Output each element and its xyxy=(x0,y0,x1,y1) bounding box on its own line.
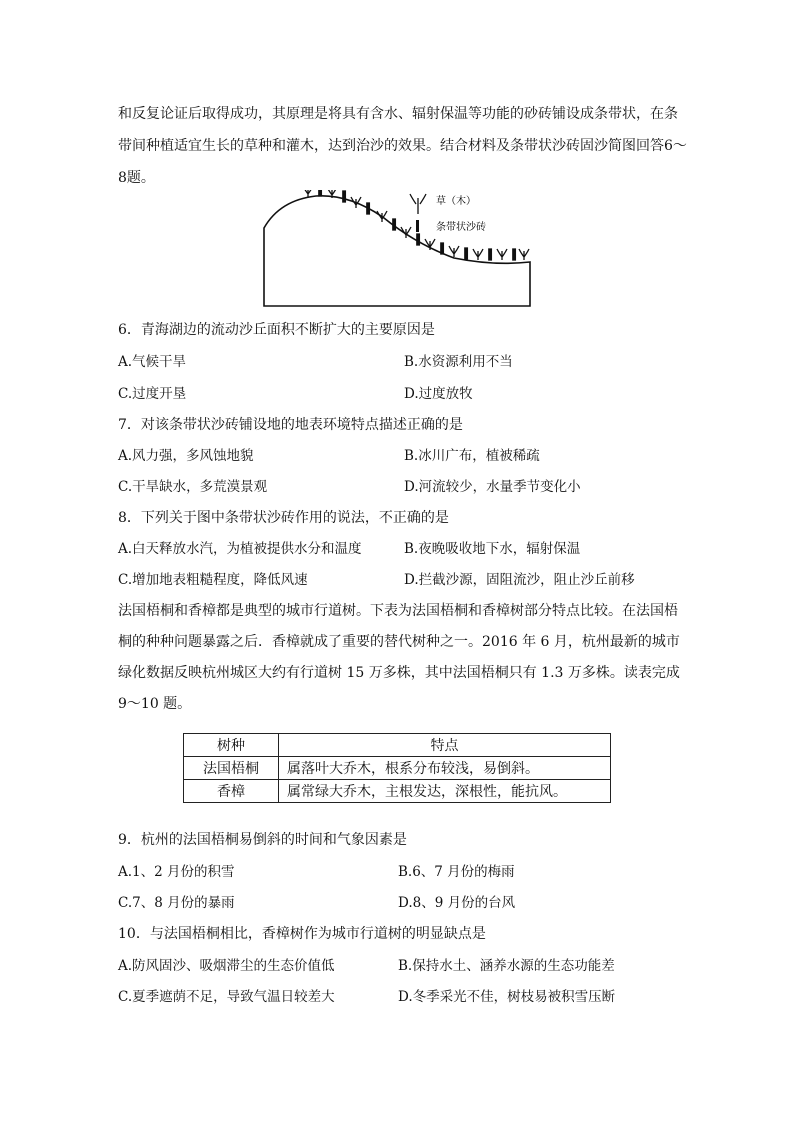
sand-brick-strip xyxy=(513,249,516,260)
grass-tuft xyxy=(519,249,529,260)
q7-option-c: C.干旱缺水，多荒漠景观 xyxy=(118,479,268,495)
grass-tuft xyxy=(377,211,387,222)
q7-stem: 7．对该条带状沙砖铺设地的地表环境特点描述正确的是 xyxy=(118,417,463,433)
grass-tuft xyxy=(497,249,507,260)
q9-option-b: B.6、7 月份的梅雨 xyxy=(398,864,515,880)
passage-line-3: 绿化数据反映杭州城区大约有行道树 15 万多株，其中法国梧桐只有 1.3 万多株。读表完成 xyxy=(118,665,680,681)
sand-brick-strip xyxy=(319,190,322,196)
q7-option-b: B.冰川广布，植被稀疏 xyxy=(404,448,540,464)
q10-option-a: A.防风固沙、吸烟滞尘的生态价值低 xyxy=(118,958,335,974)
passage-line-1: 法国梧桐和香樟都是典型的城市行道树。下表为法国梧桐和香樟树部分特点比较。在法国梧 xyxy=(118,603,678,619)
passage-line-4: 9～10 题。 xyxy=(118,696,192,712)
q7-option-a: A.风力强，多风蚀地貌 xyxy=(118,448,254,464)
species-cell: 香樟 xyxy=(184,780,279,803)
q6-option-d: D.过度放牧 xyxy=(404,386,473,402)
q6-option-a: A.气候干旱 xyxy=(118,354,187,370)
q9-stem: 9．杭州的法国梧桐易倒斜的时间和气象因素是 xyxy=(118,832,407,848)
header-features: 特点 xyxy=(279,734,611,757)
q9-option-c: C.7、8 月份的暴雨 xyxy=(118,895,235,911)
intro-line-1: 和反复论证后取得成功，其原理是将具有含水、辐射保温等功能的砂砖铺设成条带状，在条 xyxy=(118,106,678,122)
q8-option-c: C.增加地表粗糙程度，降低风速 xyxy=(118,572,308,588)
sand-brick-strip xyxy=(489,249,492,260)
grass-tuft xyxy=(449,246,459,257)
sand-brick-strip xyxy=(367,203,370,214)
sand-brick-strip xyxy=(465,248,468,259)
q10-option-d: D.冬季采光不佳，树枝易被积雪压断 xyxy=(398,989,616,1005)
grass-legend-icon xyxy=(410,194,426,214)
header-species: 树种 xyxy=(184,734,279,757)
grass-tuft xyxy=(425,239,435,250)
passage-line-2: 桐的种种问题暴露之后．香樟就成了重要的替代树种之一。2016 年 6 月，杭州最新的城市 xyxy=(118,634,680,650)
q6-option-b: B.水资源利用不当 xyxy=(404,354,513,370)
legend-grass-label: 草（木） xyxy=(436,196,476,207)
q10-stem: 10．与法国梧桐相比，香樟树作为城市行道树的明显缺点是 xyxy=(118,926,486,942)
sand-brick-strip xyxy=(441,243,444,254)
feature-cell: 属落叶大乔木，根系分布较浅，易倒斜。 xyxy=(279,757,611,780)
q7-option-d: D.河流较少，水量季节变化小 xyxy=(404,479,581,495)
intro-line-2: 带间种植适宜生长的草种和灌木，达到治沙的效果。结合材料及条带状沙砖固沙简图回答6～ xyxy=(118,138,687,154)
table-row xyxy=(184,780,611,803)
table-row xyxy=(184,757,611,780)
species-cell: 法国梧桐 xyxy=(184,757,279,780)
sand-brick-strip xyxy=(393,219,396,230)
q8-option-a: A.白天释放水汽，为植被提供水分和温度 xyxy=(118,541,362,557)
grass-tuft xyxy=(473,249,483,260)
q10-option-c: C.夏季遮荫不足，导致气温日较差大 xyxy=(118,989,335,1005)
sand-brick-strip xyxy=(417,234,420,245)
q6-option-c: C.过度开垦 xyxy=(118,386,187,402)
q9-option-d: D.8、9 月份的台风 xyxy=(398,895,516,911)
q8-option-d: D.拦截沙源，固阻流沙，阻止沙丘前移 xyxy=(404,572,635,588)
q6-stem: 6．青海湖边的流动沙丘面积不断扩大的主要原因是 xyxy=(118,322,435,338)
q10-option-b: B.保持水土、涵养水源的生态功能差 xyxy=(398,958,615,974)
feature-cell: 属常绿大乔木，主根发达，深根性，能抗风。 xyxy=(279,780,611,803)
legend xyxy=(410,194,486,233)
q8-stem: 8．下列关于图中条带状沙砖作用的说法，不正确的是 xyxy=(118,510,449,526)
legend-brick-label: 条带状沙砖 xyxy=(436,222,486,233)
sand-brick-diagram xyxy=(258,190,538,310)
table-header-row xyxy=(184,734,611,757)
intro-line-3: 8题。 xyxy=(118,170,155,186)
q9-option-a: A.1、2 月份的积雪 xyxy=(118,864,235,880)
brick-legend-icon xyxy=(416,220,419,232)
grass-tuft xyxy=(351,197,361,208)
tree-comparison-table xyxy=(183,733,611,803)
q8-option-b: B.夜晚吸收地下水，辐射保温 xyxy=(404,541,581,557)
sand-brick-strip xyxy=(343,191,346,202)
